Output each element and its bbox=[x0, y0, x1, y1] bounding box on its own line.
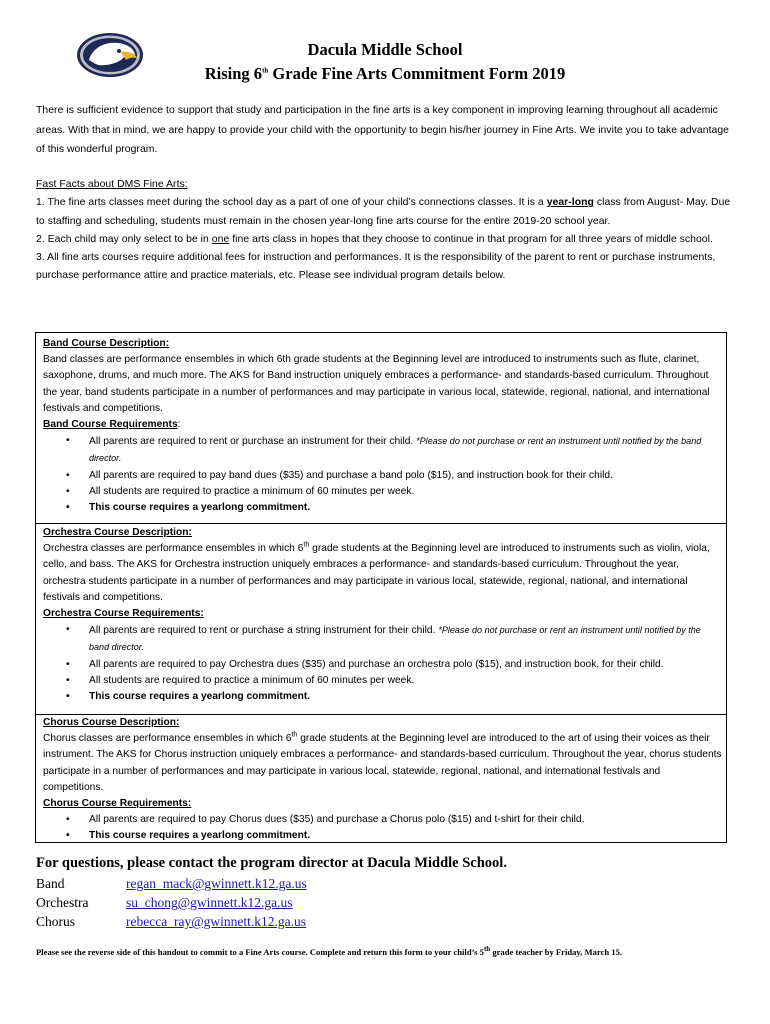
band-requirements-list bbox=[43, 433, 723, 516]
band-requirements-colon: : bbox=[177, 419, 181, 431]
orchestra-description-text: Orchestra classes are performance ensembles in which 6 bbox=[43, 543, 304, 555]
fast-facts-heading: Fast Facts about DMS Fine Arts: bbox=[36, 179, 188, 190]
footnote-text-end: grade teacher by Friday, March 15. bbox=[490, 947, 623, 957]
fact-1 bbox=[36, 194, 736, 231]
fact-2-emphasis: one bbox=[211, 233, 230, 245]
form-title bbox=[0, 62, 770, 86]
orchestra-description bbox=[43, 541, 723, 606]
orchestra-email-link[interactable]: su_chong@gwinnett.k12.ga.us bbox=[126, 895, 293, 910]
list-item bbox=[43, 622, 723, 656]
fast-facts bbox=[36, 176, 736, 286]
course-descriptions-box bbox=[35, 332, 727, 843]
contact-row-band bbox=[36, 874, 307, 893]
contact-row-orchestra bbox=[36, 893, 293, 912]
band-requirements-heading bbox=[43, 417, 723, 433]
footnote bbox=[36, 945, 736, 959]
list-item: • This course requires a yearlong commitment. bbox=[43, 689, 723, 705]
list-item: • All parents are required to pay band dues ($35) and purchase a band polo ($15), and instruction book for their child. bbox=[43, 468, 723, 484]
chorus-description-heading: Chorus Course Description: bbox=[43, 717, 180, 728]
orchestra-description-heading: Orchestra Course Description: bbox=[43, 527, 192, 538]
band-section bbox=[43, 336, 723, 516]
orchestra-requirements-list bbox=[43, 622, 723, 705]
orchestra-description-text-end: grade students at the Beginning level are introduced to instruments such as violin, viola, cello, and bass. The AKS for Orchestra instruction uniquely embraces a performance- and standards-based curriculum. Throughout the year, orchestra students participate in a number of performances and may participate in various local, statewide, regional, national, and international festivals and competitions. bbox=[43, 543, 710, 603]
intro-paragraph: There is sufficient evidence to support that study and participation in the fine arts is a key component in improving learning throughout all academic areas. With that in mind, we are happy to provide your child with the opportunity to begin his/her journey in Fine Arts. We invite you to take advantage of this wonderful program. bbox=[36, 105, 729, 155]
footnote-text: Please see the reverse side of this handout to commit to a Fine Arts course. Complete and return this form to your child’s 5 bbox=[36, 947, 484, 957]
list-item: • All students are required to practice a minimum of 60 minutes per week. bbox=[43, 484, 723, 500]
chorus-description-sup: th bbox=[291, 731, 298, 739]
chorus-requirements-heading: Chorus Course Requirements: bbox=[43, 798, 192, 810]
contact-heading: For questions, please contact the program director at Dacula Middle School. bbox=[36, 855, 507, 871]
orchestra-description-sup: th bbox=[303, 541, 310, 549]
orchestra-req-1-note: *Please do not purchase or rent an instrument until notified by the band director. bbox=[89, 625, 701, 653]
list-item: • This course requires a yearlong commitment. bbox=[43, 500, 723, 516]
contact-label: Band bbox=[36, 876, 65, 891]
chorus-requirements-list bbox=[43, 812, 723, 844]
form-title-post: Grade Fine Arts Commitment Form 2019 bbox=[268, 64, 566, 83]
band-description: Band classes are performance ensembles in which 6th grade students at the Beginning level are introduced to instruments such as flute, clarinet, saxophone, drums, and much more. The AKS for Band instruction uniquely embraces a performance- and standards-based curriculum. Throughout the year, band students participate in a number of performances and may participate in various local, statewide, regional, national, and international festivals and competitions. bbox=[43, 354, 710, 414]
list-item bbox=[43, 433, 723, 467]
school-name: Dacula Middle School bbox=[307, 40, 463, 59]
orchestra-req-1: All parents are required to rent or purchase a string instrument for their child. bbox=[89, 625, 439, 637]
form-title-sup: th bbox=[262, 66, 269, 75]
fact-1-emphasis: year-long bbox=[546, 197, 594, 209]
list-item: • All students are required to practice a minimum of 60 minutes per week. bbox=[43, 673, 723, 689]
list-item: • This course requires a yearlong commitment. bbox=[43, 828, 723, 844]
band-req-1-note: *Please do not purchase or rent an instrument until notified by the band director. bbox=[89, 436, 702, 464]
band-description-heading: Band Course Description: bbox=[43, 338, 170, 349]
page-header bbox=[0, 38, 770, 86]
chorus-description-text: Chorus classes are performance ensembles in which 6 bbox=[43, 733, 292, 745]
band-req-1: All parents are required to rent or purchase an instrument for their child. bbox=[89, 436, 417, 448]
chorus-description-text-end: grade students at the Beginning level are introduced to the art of using their voices as their instrument. The AKS for Chorus instruction uniquely embraces a performance- and standards-based curriculum. Throughout the year, chorus students participate in a number of performances and may participate in various local, statewide, regional, national, and international festivals and competitions. bbox=[43, 733, 722, 793]
band-requirements-title: Band Course Requirements bbox=[43, 419, 178, 431]
fact-2 bbox=[36, 231, 736, 249]
chorus-section bbox=[43, 715, 723, 845]
list-item: • All parents are required to pay Orchestra dues ($35) and purchase an orchestra polo ($15), and instruction book, for their child. bbox=[43, 657, 723, 673]
chorus-email-link[interactable]: rebecca_ray@gwinnett.k12.ga.us bbox=[126, 914, 306, 929]
fact-1-text-end: class from August- May. Due to staffing and scheduling, students must remain in the chosen year-long fine arts course for the entire 2019-20 school year. bbox=[36, 197, 731, 227]
fact-2-text: 2. Each child may only select to be in bbox=[36, 233, 212, 245]
contact-row-chorus bbox=[36, 912, 306, 931]
fact-2-text-end: fine arts class in hopes that they choose to continue in that program for all three years of middle school. bbox=[229, 233, 713, 245]
form-title-pre: Rising 6 bbox=[204, 64, 263, 83]
chorus-description bbox=[43, 731, 723, 796]
contact-label: Chorus bbox=[36, 914, 76, 929]
orchestra-requirements-heading: Orchestra Course Requirements: bbox=[43, 608, 204, 620]
fact-1-text: 1. The fine arts classes meet during the school day as a part of one of your child’s connections classes. It is a bbox=[36, 197, 547, 209]
list-item: • All parents are required to pay Chorus dues ($35) and purchase a Chorus polo ($15) and t-shirt for their child. bbox=[43, 812, 723, 828]
fact-3: 3. All fine arts courses require additional fees for instruction and performances. It is the responsibility of the parent to rent or purchase instruments, purchase performance attire and practice materials, etc. Please see individual program details below. bbox=[36, 252, 716, 282]
orchestra-section bbox=[43, 525, 723, 705]
contact-label: Orchestra bbox=[36, 895, 89, 910]
footnote-sup: th bbox=[483, 945, 491, 954]
divider bbox=[36, 523, 726, 524]
band-email-link[interactable]: regan_mack@gwinnett.k12.ga.us bbox=[126, 876, 307, 891]
